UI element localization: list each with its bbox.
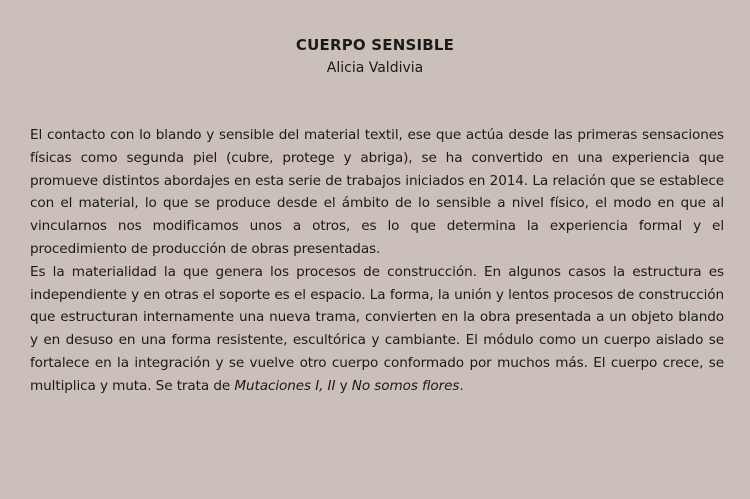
body-text xyxy=(30,124,724,398)
work-title-mutaciones: Mutaciones I, II xyxy=(234,377,336,394)
paragraph-1: El contacto con lo blando y sensible del material textil, ese que actúa desde las primeras sensaciones físicas como segunda piel (cubre, protege y abriga), se ha convertido en una experiencia que promueve distintos abordajes en esta serie de trabajos iniciados en 2014. La relación que se establece con el material, lo que se produce desde el ámbito de lo sensible a nivel físico, el modo en que al vincularnos nos modificamos unos a otros, es lo que determina la experiencia formal y el procedimiento de producción de obras presentadas. xyxy=(30,127,724,257)
ending-period: . xyxy=(459,377,464,394)
work-title-no-somos-flores: No somos flores xyxy=(351,377,460,394)
author-name: Alicia Valdivia xyxy=(326,60,424,76)
page-title: CUERPO SENSIBLE xyxy=(295,36,455,54)
conjunction-text: y xyxy=(335,377,352,394)
paragraph-2-text: Es la materialidad la que genera los procesos de construcción. En algunos casos la estructura es independiente y en otras el soporte es el espacio. La forma, la unión y lentos procesos de construcción que estructuran internamente una nueva trama, convierten en la obra presentada a un objeto blando y en desuso en una forma resistente, escultórica y cambiante. El módulo como un cuerpo aislado se fortalece en la integración y se vuelve otro cuerpo conformado por muchos más. El cuerpo crece, se multiplica y muta. Se trata de xyxy=(30,263,724,394)
paragraph-2 xyxy=(30,261,724,398)
